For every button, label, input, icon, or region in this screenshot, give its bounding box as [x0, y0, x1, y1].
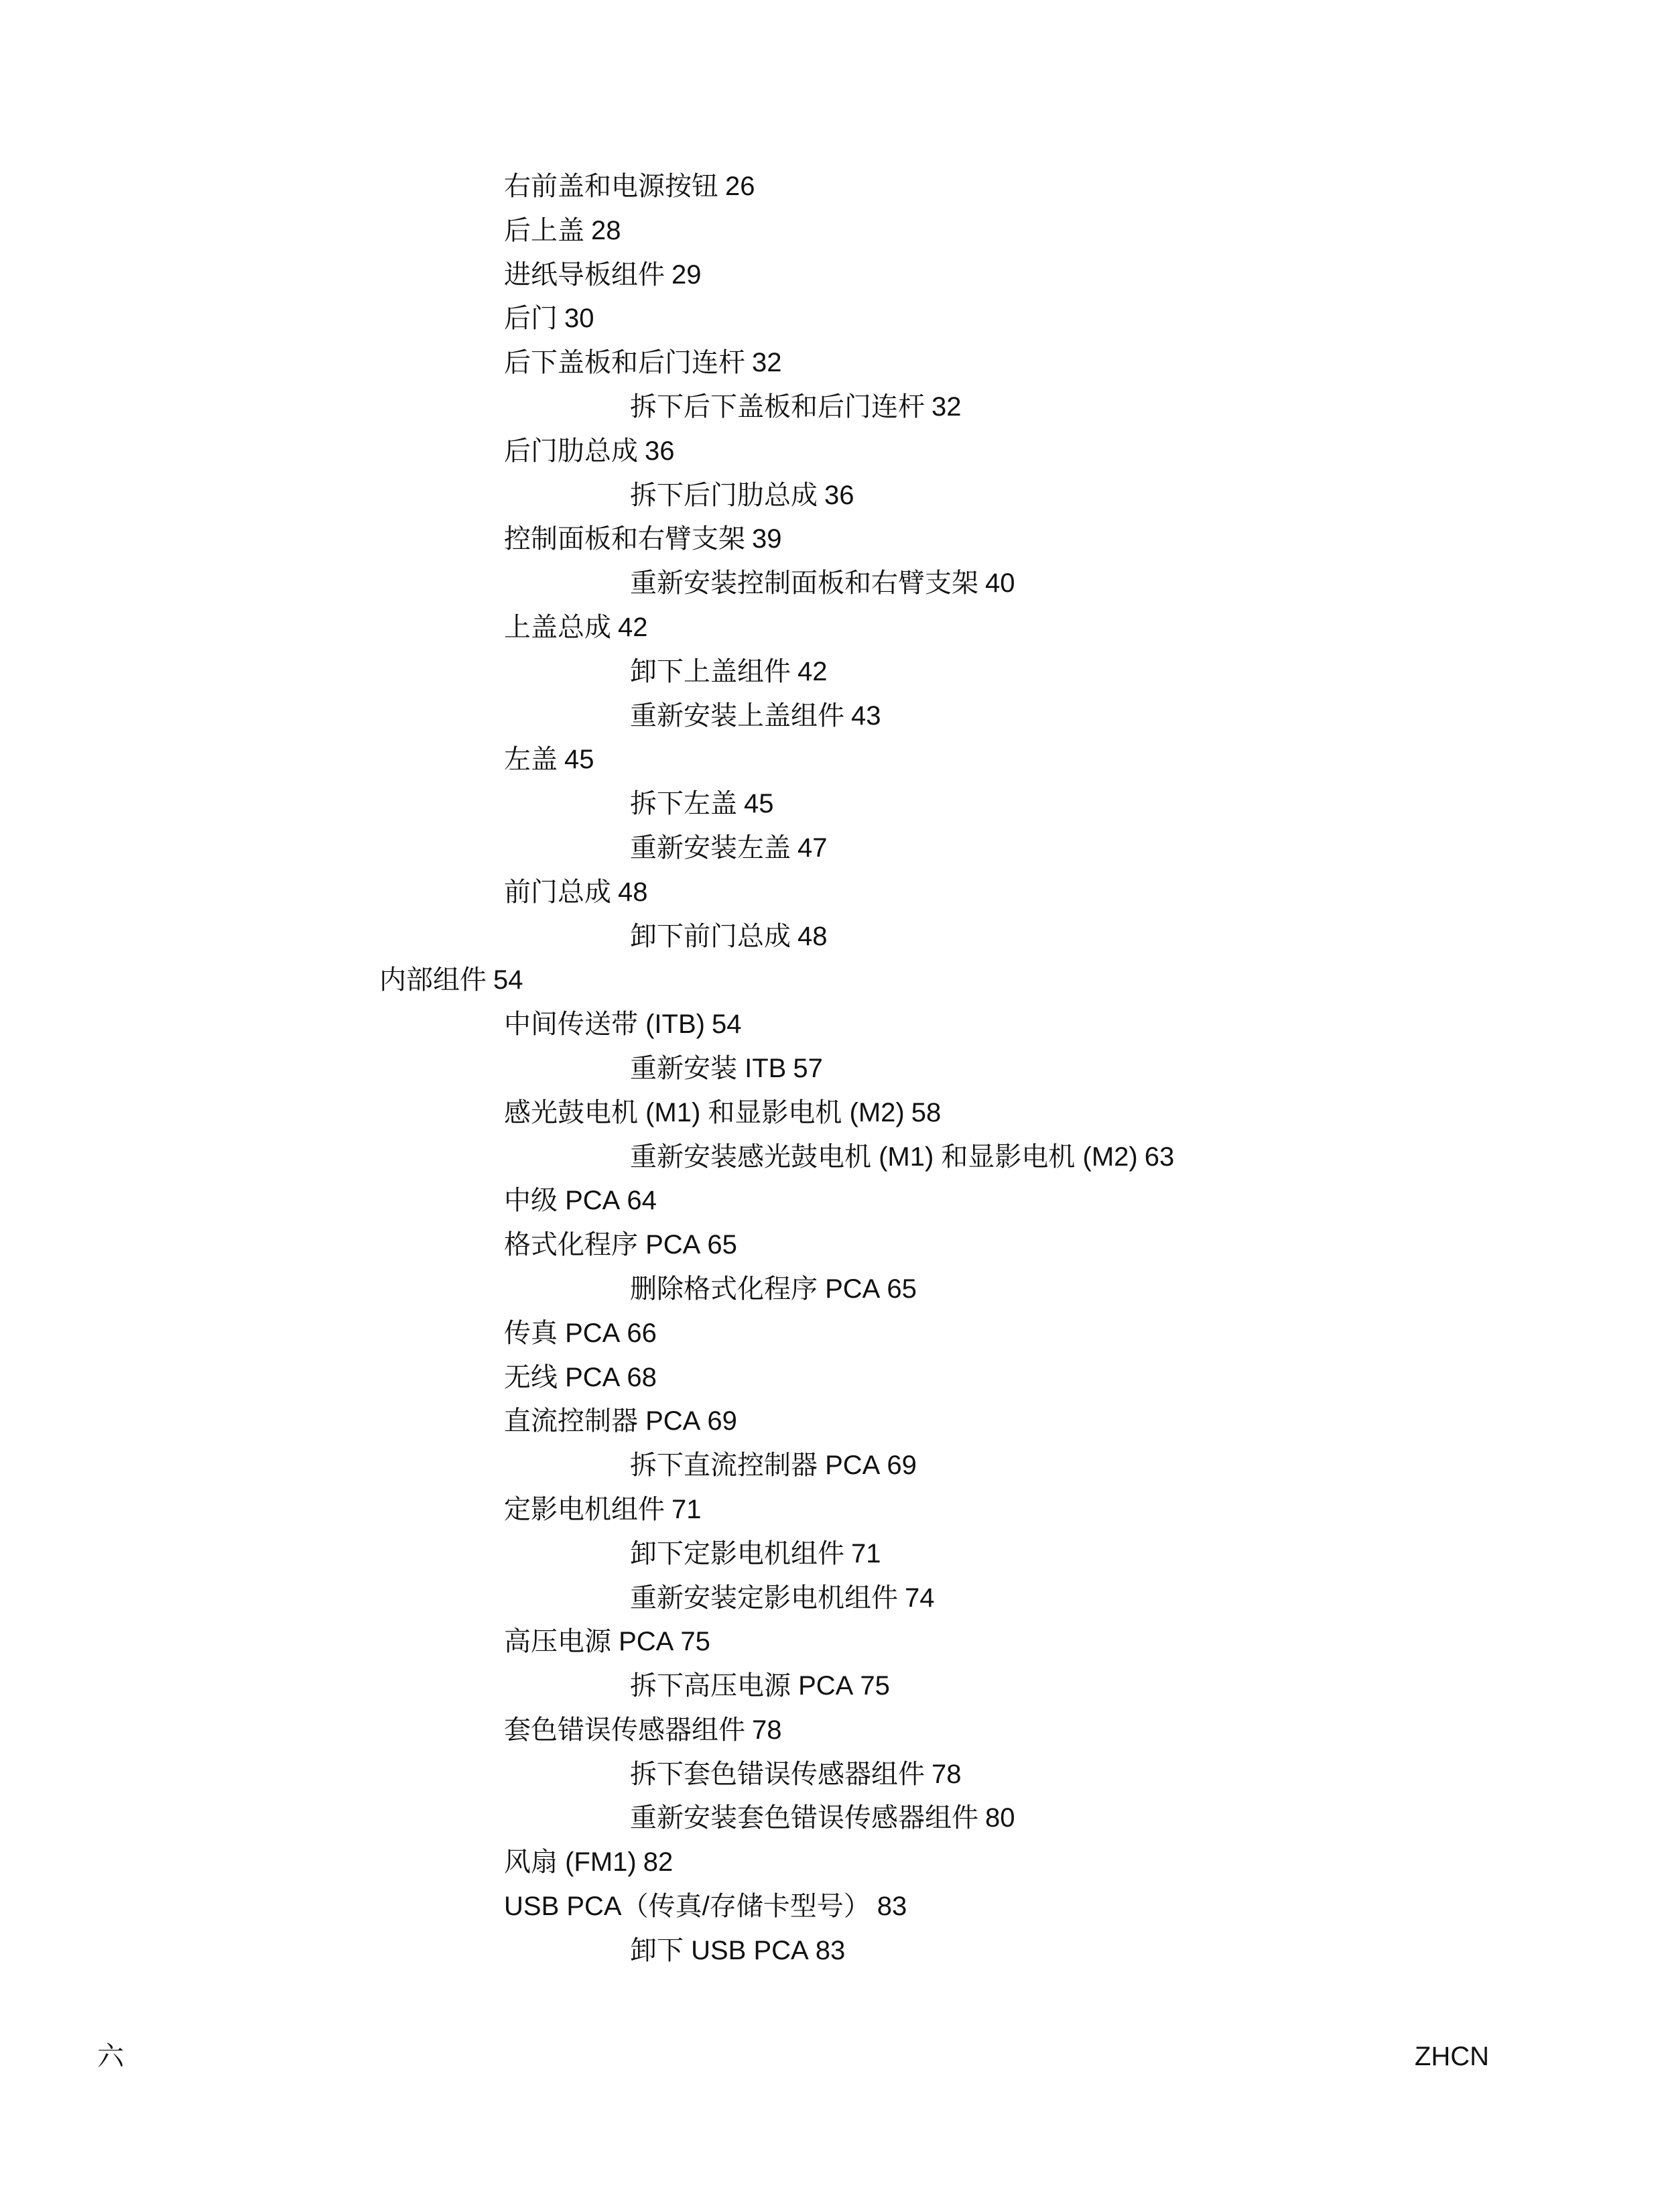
toc-entry-title: 前门总成 — [504, 877, 611, 907]
toc-entry-title: 后上盖 — [504, 215, 584, 245]
toc-entry-page-number: 74 — [905, 1583, 935, 1613]
toc-entry[interactable] — [0, 1577, 1662, 1621]
toc-entry-page-number: 39 — [752, 524, 782, 554]
toc-entry-title: 重新安装感光鼓电机 (M1) 和显影电机 (M2) — [630, 1142, 1138, 1172]
toc-entry-page-number: 54 — [493, 965, 523, 995]
table-of-contents — [0, 165, 1662, 1973]
toc-entry-page-number: 69 — [887, 1451, 917, 1481]
toc-entry-page-number: 54 — [711, 1009, 742, 1040]
page-number: 六 — [97, 2042, 124, 2071]
toc-entry-title: 拆下套色错误传感器组件 — [630, 1759, 925, 1789]
toc-entry-title: 后门肋总成 — [504, 436, 638, 466]
toc-entry[interactable] — [0, 1179, 1662, 1223]
toc-entry[interactable] — [0, 165, 1662, 209]
toc-entry-title: 格式化程序 PCA — [504, 1230, 701, 1260]
toc-entry-page-number: 26 — [725, 172, 755, 201]
toc-entry[interactable] — [0, 1885, 1662, 1929]
toc-entry-page-number: 71 — [851, 1538, 881, 1569]
toc-entry-title: 高压电源 PCA — [504, 1627, 674, 1657]
toc-entry[interactable] — [0, 1488, 1662, 1532]
toc-entry[interactable] — [0, 782, 1662, 826]
toc-entry[interactable] — [0, 871, 1662, 915]
toc-entry-page-number: 40 — [985, 568, 1015, 599]
toc-entry[interactable] — [0, 253, 1662, 298]
toc-entry[interactable] — [0, 1091, 1662, 1135]
toc-entry[interactable] — [0, 915, 1662, 959]
toc-entry-title: 右前盖和电源按钮 — [504, 172, 718, 201]
toc-entry-page-number: 80 — [985, 1803, 1015, 1833]
toc-entry-title: 重新安装上盖组件 — [630, 700, 844, 731]
locale-label: ZHCN — [1414, 2042, 1489, 2071]
toc-entry[interactable] — [0, 606, 1662, 650]
toc-entry[interactable] — [0, 650, 1662, 694]
toc-entry-title: 卸下前门总成 — [630, 921, 791, 951]
toc-entry-title: 重新安装左盖 — [630, 833, 791, 863]
toc-entry-title: 卸下上盖组件 — [630, 656, 791, 686]
toc-entry[interactable] — [0, 1003, 1662, 1047]
toc-entry[interactable] — [0, 1444, 1662, 1488]
toc-entry-page-number: 48 — [618, 877, 648, 907]
toc-entry-page-number: 75 — [680, 1627, 710, 1657]
toc-entry-title: 进纸导板组件 — [504, 259, 665, 290]
toc-entry-title: 风扇 (FM1) — [504, 1847, 637, 1878]
toc-entry-page-number: 75 — [860, 1671, 890, 1701]
toc-entry-title: 套色错误传感器组件 — [504, 1715, 745, 1745]
toc-entry[interactable] — [0, 341, 1662, 385]
toc-entry-page-number: 32 — [752, 348, 782, 378]
toc-entry-page-number: 82 — [643, 1847, 674, 1878]
toc-entry-page-number: 66 — [627, 1318, 657, 1348]
toc-entry[interactable] — [0, 474, 1662, 518]
toc-entry[interactable] — [0, 1709, 1662, 1753]
toc-entry[interactable] — [0, 430, 1662, 474]
toc-entry-page-number: 28 — [591, 215, 621, 245]
toc-entry[interactable] — [0, 738, 1662, 782]
toc-entry[interactable] — [0, 1047, 1662, 1091]
toc-entry-page-number: 83 — [815, 1935, 846, 1965]
toc-entry-title: 直流控制器 PCA — [504, 1406, 701, 1436]
toc-entry-page-number: 68 — [627, 1362, 657, 1392]
toc-entry[interactable] — [0, 1664, 1662, 1709]
toc-entry-title: 删除格式化程序 PCA — [630, 1274, 881, 1304]
toc-entry-page-number: 43 — [851, 700, 881, 731]
toc-entry-title: 重新安装定影电机组件 — [630, 1583, 898, 1613]
toc-entry[interactable] — [0, 1796, 1662, 1841]
toc-entry[interactable] — [0, 1532, 1662, 1577]
toc-entry-page-number: 45 — [744, 789, 774, 819]
toc-entry-page-number: 69 — [707, 1406, 737, 1436]
toc-entry-title: 左盖 — [504, 745, 558, 775]
toc-entry-page-number: 42 — [797, 656, 828, 686]
toc-entry-page-number: 47 — [797, 833, 828, 863]
toc-entry[interactable] — [0, 1268, 1662, 1312]
toc-entry-title: 拆下左盖 — [630, 789, 737, 819]
toc-entry[interactable] — [0, 209, 1662, 253]
toc-entry-title: 后下盖板和后门连杆 — [504, 348, 745, 378]
toc-entry-title: 后门 — [504, 304, 558, 334]
toc-entry-page-number: 36 — [645, 436, 675, 466]
toc-entry-page-number: 78 — [932, 1759, 962, 1789]
toc-entry-title: 内部组件 — [379, 965, 487, 995]
toc-entry[interactable] — [0, 517, 1662, 562]
toc-entry-title: 控制面板和右臂支架 — [504, 524, 745, 554]
toc-entry[interactable] — [0, 1841, 1662, 1885]
toc-entry-title: 拆下高压电源 PCA — [630, 1671, 854, 1701]
toc-entry-page-number: 83 — [877, 1892, 907, 1922]
toc-entry-title: 拆下后门肋总成 — [630, 480, 818, 510]
toc-entry-page-number: 32 — [932, 391, 962, 422]
toc-entry-title: 中间传送带 (ITB) — [504, 1009, 705, 1040]
toc-entry[interactable] — [0, 297, 1662, 341]
toc-entry-title: 重新安装套色错误传感器组件 — [630, 1803, 978, 1833]
toc-entry[interactable] — [0, 1356, 1662, 1400]
toc-entry-title: 卸下定影电机组件 — [630, 1538, 844, 1569]
toc-entry-title: 重新安装 ITB — [630, 1053, 787, 1083]
toc-entry-page-number: 36 — [824, 480, 854, 510]
toc-entry[interactable] — [0, 1223, 1662, 1268]
toc-entry[interactable] — [0, 1400, 1662, 1444]
toc-entry[interactable] — [0, 385, 1662, 430]
toc-entry-title: 无线 PCA — [504, 1362, 621, 1392]
toc-entry-title: USB PCA（传真/存储卡型号） — [504, 1892, 871, 1922]
toc-entry[interactable] — [0, 694, 1662, 739]
toc-entry-title: 卸下 USB PCA — [630, 1935, 809, 1965]
toc-entry-page-number: 30 — [564, 304, 594, 334]
toc-entry-page-number: 63 — [1144, 1142, 1175, 1172]
toc-entry-page-number: 65 — [707, 1230, 737, 1260]
toc-entry-page-number: 42 — [618, 612, 648, 642]
toc-entry-page-number: 65 — [887, 1274, 917, 1304]
toc-entry-page-number: 57 — [793, 1053, 823, 1083]
toc-entry-title: 定影电机组件 — [504, 1494, 665, 1524]
toc-entry-page-number: 48 — [797, 921, 828, 951]
toc-entry-title: 拆下直流控制器 PCA — [630, 1451, 881, 1481]
toc-entry[interactable] — [0, 826, 1662, 871]
toc-entry-title: 中级 PCA — [504, 1186, 621, 1216]
toc-entry[interactable] — [0, 1135, 1662, 1180]
toc-entry[interactable] — [0, 562, 1662, 606]
toc-entry[interactable] — [0, 1929, 1662, 1973]
toc-entry[interactable] — [0, 1620, 1662, 1664]
toc-entry-title: 上盖总成 — [504, 612, 611, 642]
toc-entry-page-number: 45 — [564, 745, 594, 775]
toc-entry-title: 传真 PCA — [504, 1318, 621, 1348]
toc-entry-page-number: 58 — [911, 1097, 942, 1127]
toc-entry[interactable] — [0, 1753, 1662, 1797]
toc-entry-title: 重新安装控制面板和右臂支架 — [630, 568, 978, 599]
toc-entry-page-number: 64 — [627, 1186, 657, 1216]
toc-entry[interactable] — [0, 959, 1662, 1003]
toc-entry[interactable] — [0, 1312, 1662, 1356]
toc-entry-page-number: 71 — [672, 1494, 702, 1524]
toc-entry-page-number: 29 — [672, 259, 702, 290]
toc-entry-title: 拆下后下盖板和后门连杆 — [630, 391, 925, 422]
toc-entry-title: 感光鼓电机 (M1) 和显影电机 (M2) — [504, 1097, 905, 1127]
toc-entry-page-number: 78 — [752, 1715, 782, 1745]
